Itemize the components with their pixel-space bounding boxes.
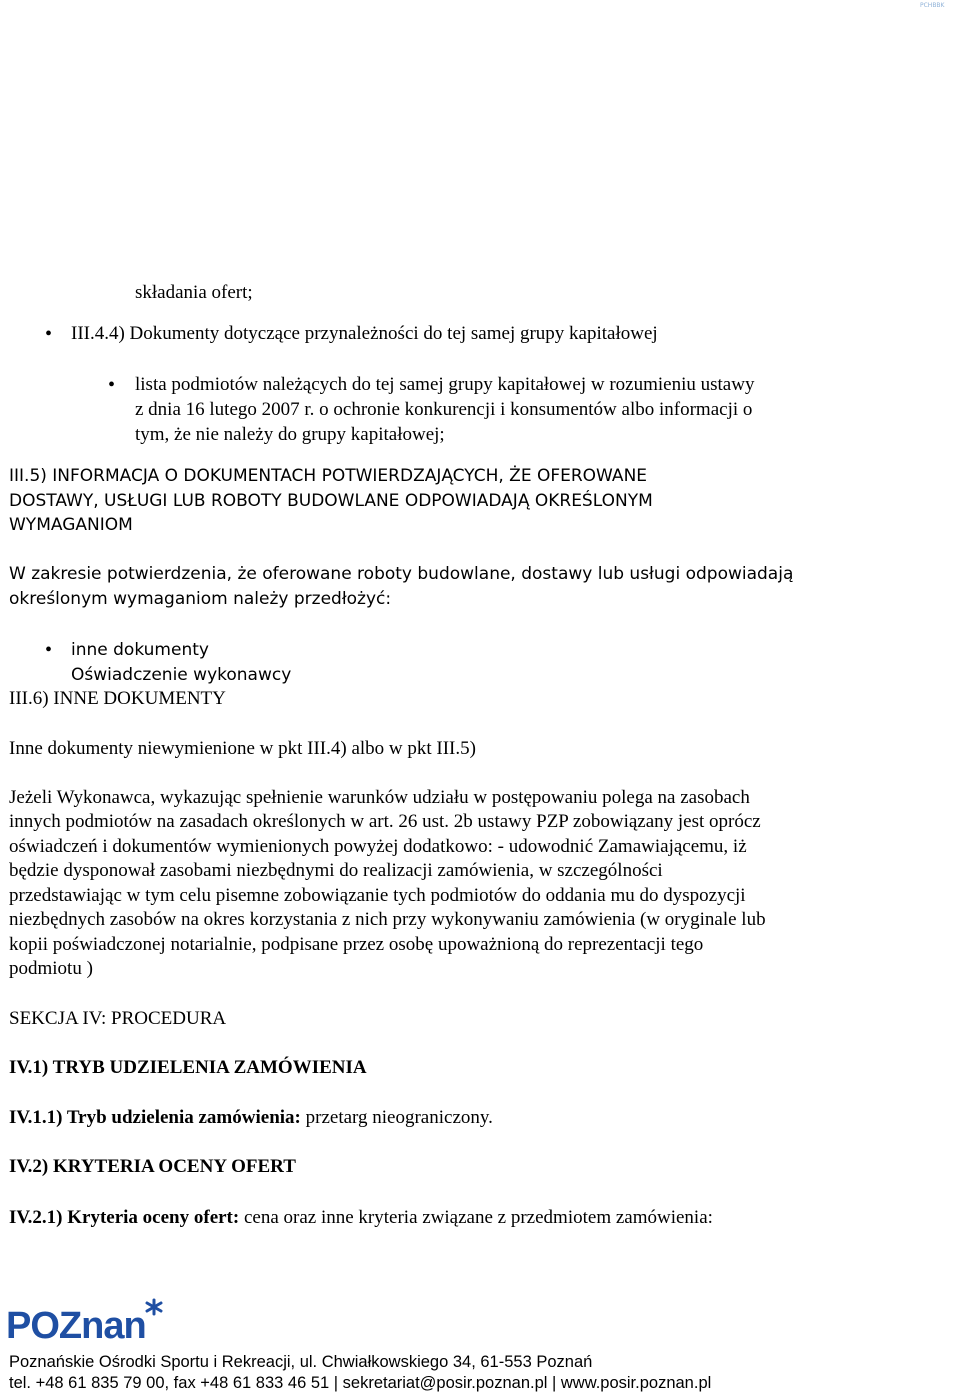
section-heading-iii5: WYMAGANIOM bbox=[9, 515, 133, 535]
paragraph-line: innych podmiotów na zasadach określonych w art. 26 ust. 2b ustawy PZP zobowiązany jest oprócz bbox=[9, 811, 761, 832]
paragraph-line: Jeżeli Wykonawca, wykazując spełnienie warunków udziału w postępowaniu polega na zasobach bbox=[9, 787, 750, 808]
paragraph-line: będzie dysponował zasobami niezbędnymi do realizacji zamówienia, w szczególności bbox=[9, 860, 663, 881]
bullet-icon: • bbox=[108, 374, 116, 396]
heading-iv2: IV.2) KRYTERIA OCENY OFERT bbox=[9, 1156, 296, 1177]
paragraph-line: Inne dokumenty niewymienione w pkt III.4) albo w pkt III.5) bbox=[9, 738, 476, 759]
field-iv11 bbox=[9, 1106, 493, 1131]
field-value: cena oraz inne kryteria związane z przedmiotem zamówienia: bbox=[243, 1207, 713, 1228]
section-heading-iii5: III.5) INFORMACJA O DOKUMENTACH POTWIERDZAJĄCYCH, ŻE OFEROWANE bbox=[9, 466, 648, 486]
corner-watermark bbox=[918, 0, 958, 8]
list-item: inne dokumenty bbox=[71, 640, 209, 660]
sub-item-line: tym, że nie należy do grupy kapitałowej; bbox=[135, 424, 445, 445]
bullet-icon: • bbox=[45, 323, 53, 345]
sub-item-line: lista podmiotów należących do tej samej grupy kapitałowej w rozumieniu ustawy bbox=[135, 374, 755, 395]
bullet-icon: • bbox=[45, 639, 53, 661]
poznan-logo bbox=[6, 1298, 166, 1344]
field-label: IV.2.1) Kryteria oceny ofert: bbox=[9, 1207, 240, 1228]
list-continuation-text: składania ofert; bbox=[135, 282, 253, 303]
field-iv21 bbox=[9, 1206, 713, 1231]
svg-text:PCHBBK: PCHBBK bbox=[920, 2, 945, 8]
list-item: Oświadczenie wykonawcy bbox=[71, 665, 292, 685]
paragraph-line: kopii poświadczonej notarialnie, podpisane przez osobę upoważnioną do reprezentacji tego bbox=[9, 934, 704, 955]
paragraph-line: W zakresie potwierdzenia, że oferowane roboty budowlane, dostawy lub usługi odpowiadają bbox=[9, 564, 794, 584]
paragraph-line: przedstawiając w tym celu pisemne zobowiązanie tych podmiotów do oddania mu do dyspozycji bbox=[9, 885, 746, 906]
section-heading-iii6: III.6) INNE DOKUMENTY bbox=[9, 688, 226, 709]
paragraph-line: oświadczeń i dokumentów wymienionych powyżej dodatkowo: - udowodnić Zamawiającemu, iż bbox=[9, 836, 747, 857]
section-heading-iv: SEKCJA IV: PROCEDURA bbox=[9, 1008, 227, 1029]
svg-text:POZnan: POZnan bbox=[6, 1305, 146, 1344]
asterisk-icon bbox=[147, 1300, 161, 1314]
list-item-iii44: III.4.4) Dokumenty dotyczące przynależności do tej samej grupy kapitałowej bbox=[71, 323, 658, 344]
field-value: przetarg nieograniczony. bbox=[305, 1107, 493, 1128]
footer-contact: tel. +48 61 835 79 00, fax +48 61 833 46 51 | sekretariat@posir.poznan.pl | www.posir.poznan.pl bbox=[9, 1374, 712, 1392]
heading-iv1: IV.1) TRYB UDZIELENIA ZAMÓWIENIA bbox=[9, 1057, 367, 1078]
section-heading-iii5: DOSTAWY, USŁUGI LUB ROBOTY BUDOWLANE ODPOWIADAJĄ OKREŚLONYM bbox=[9, 491, 653, 511]
footer-address: Poznańskie Ośrodki Sportu i Rekreacji, ul. Chwiałkowskiego 34, 61-553 Poznań bbox=[9, 1353, 593, 1371]
sub-item-line: z dnia 16 lutego 2007 r. o ochronie konkurencji i konsumentów albo informacji o bbox=[135, 399, 753, 420]
paragraph-line: niezbędnych zasobów na okres korzystania z nich przy wykonywaniu zamówienia (w oryginale lub bbox=[9, 909, 766, 930]
paragraph-line: podmiotu ) bbox=[9, 958, 93, 979]
paragraph-line: określonym wymaganiom należy przedłożyć: bbox=[9, 589, 392, 609]
field-label: IV.1.1) Tryb udzielenia zamówienia: bbox=[9, 1107, 301, 1128]
